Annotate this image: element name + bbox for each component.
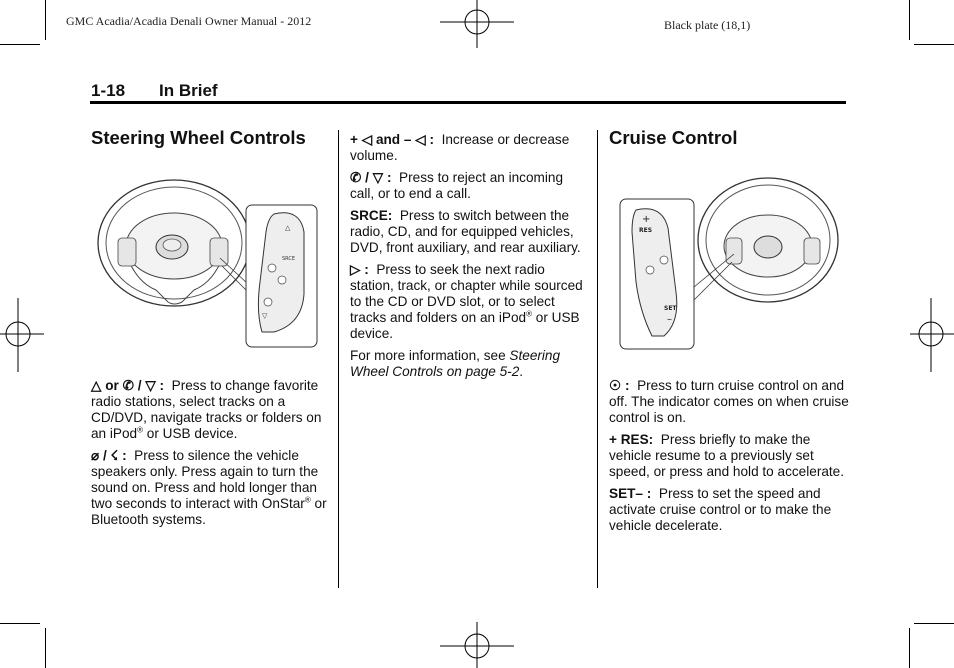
paragraph-res: + RES: Press briefly to make the vehicle resume to a previously set speed, or press and hold to accelerate. <box>609 432 845 479</box>
column-2 <box>350 132 588 380</box>
steering-wheel-figure <box>96 172 320 350</box>
cross-reference: Steering Wheel Controls on page 5-2 <box>350 348 561 379</box>
section-rule <box>90 101 846 104</box>
header-plate: Black plate (18,1) <box>664 18 751 32</box>
crop-mark <box>0 44 40 45</box>
crop-mark <box>909 628 910 668</box>
registration-mark-top <box>440 0 514 50</box>
cruise-icon: ☉ : <box>609 378 630 393</box>
cruise-control-heading: Cruise Control <box>609 127 738 148</box>
paragraph-mute: ⌀ / ☇ : Press to silence the vehicle speakers only. Press again to turn the sound on. Press and hold longer than two seconds to interact with OnStar® or Bluetooth systems. <box>91 448 327 527</box>
registration-mark-right <box>910 298 954 372</box>
column-divider <box>597 130 598 588</box>
crop-mark <box>45 628 46 668</box>
paragraph-more-info: For more information, see Steering Wheel Controls on page 5-2. <box>350 348 561 379</box>
paragraph-next: ▷ : Press to seek the next radio station, track, or chapter while sourced to the CD or DVD slot, or to select tracks and folders on an iPod® or USB device. <box>350 262 583 341</box>
paragraph-volume: + ◁ and – ◁ : Increase or decrease volume. <box>350 132 570 163</box>
column-1 <box>91 127 329 149</box>
steering-wheel-heading: Steering Wheel Controls <box>91 127 306 148</box>
crop-mark <box>909 0 910 40</box>
svg-text:▽: ▽ <box>262 312 268 320</box>
crop-mark <box>914 44 954 45</box>
registration-mark-left <box>0 298 44 372</box>
header-title: GMC Acadia/Acadia Denali Owner Manual - 2012 <box>66 14 312 28</box>
registration-mark-bottom <box>440 620 514 668</box>
paragraph-reject: ✆ / ▽ : Press to reject an incoming call, or to end a call. <box>350 170 564 201</box>
column-divider <box>338 130 339 588</box>
srce-label: SRCE <box>282 256 296 262</box>
page-number: 1-18 <box>91 81 126 100</box>
mute-icons: ⌀ / ☇ : <box>91 448 127 463</box>
cruise-control-figure <box>618 172 842 350</box>
paragraph-seek: △ or ✆ / ▽ : Press to change favorite radio stations, select tracks on a CD/DVD, navigate tracks or folders on an iPod® or USB device. <box>91 378 322 441</box>
crop-mark <box>914 623 954 624</box>
paragraph-srce: SRCE: Press to switch between the radio, CD, and for equipped vehicles, DVD, front auxiliary, and rear auxiliary. <box>350 208 581 255</box>
column-3-text <box>609 378 849 534</box>
column-3 <box>609 127 849 149</box>
crop-mark <box>45 0 46 40</box>
column-1-text <box>91 378 329 528</box>
paragraph-cruise-onoff: ☉ : Press to turn cruise control on and off. The indicator comes on when cruise control is on. <box>609 378 849 425</box>
seek-icons: △ or ✆ / ▽ : <box>91 378 165 393</box>
res-label: RES <box>639 227 653 234</box>
paragraph-set: SET– : Press to set the speed and activate cruise control or to make the vehicle decelerate. <box>609 486 832 533</box>
svg-text:△: △ <box>285 224 291 232</box>
crop-mark <box>0 623 40 624</box>
section-title: In Brief <box>159 81 218 100</box>
set-label: SET <box>664 305 677 312</box>
plus-label: + <box>642 214 651 225</box>
minus-label: – <box>667 314 672 325</box>
